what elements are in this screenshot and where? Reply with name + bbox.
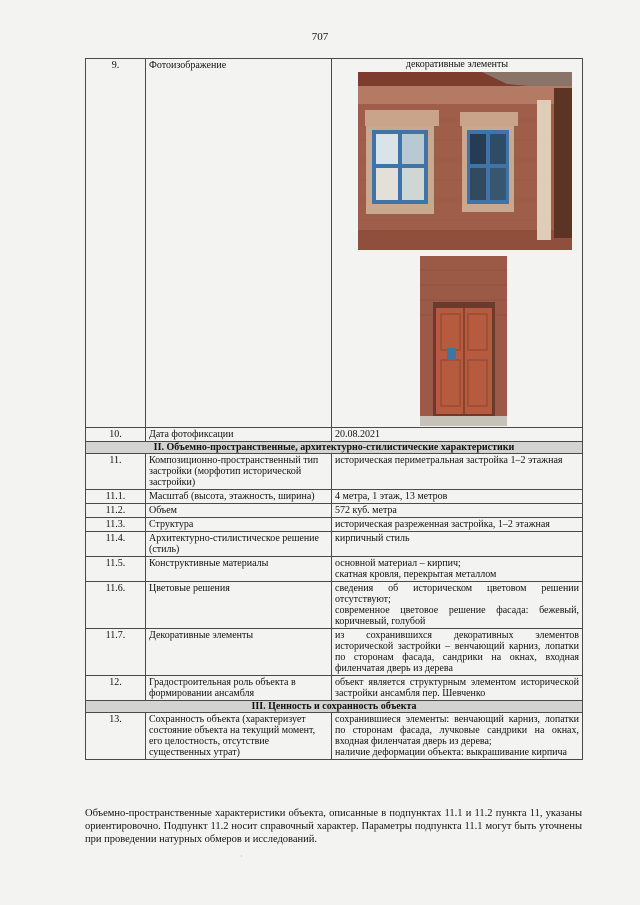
row-number: 12. bbox=[86, 676, 146, 701]
row-number: 10. bbox=[86, 428, 146, 442]
row-label: Градостроительная роль объекта в формировании ансамбля bbox=[146, 676, 332, 701]
row-label: Масштаб (высота, этажность, ширина) bbox=[146, 490, 332, 504]
section-header-2 bbox=[86, 442, 583, 454]
row-value: 4 метра, 1 этаж, 13 метров bbox=[332, 490, 583, 504]
row-number: 11.5. bbox=[86, 557, 146, 582]
row-label: Декоративные элементы bbox=[146, 629, 332, 676]
row-number: 11.4. bbox=[86, 532, 146, 557]
value-line: сохранившиеся элементы: венчающий карниз, лопатки по сторонам фасада, лучковые сандрики на окнах, входная филенчатая дверь из дерева; bbox=[335, 714, 579, 747]
table-row-9 bbox=[86, 59, 583, 428]
passport-table bbox=[85, 58, 583, 760]
table-row-13 bbox=[86, 713, 583, 760]
value-line: скатная кровля, перекрытая металлом bbox=[335, 569, 497, 580]
row-label: Фотоизображение bbox=[146, 59, 332, 428]
table-row bbox=[86, 629, 583, 676]
row-label: Дата фотофиксации bbox=[146, 428, 332, 442]
row-value bbox=[332, 557, 583, 582]
row-value: кирпичный стиль bbox=[332, 532, 583, 557]
row-value: 20.08.2021 bbox=[332, 428, 583, 442]
section-header-3 bbox=[86, 701, 583, 713]
value-line: основной материал – кирпич; bbox=[335, 558, 461, 569]
table-row bbox=[86, 582, 583, 629]
row-number: 11.3. bbox=[86, 518, 146, 532]
entrance-door-photo bbox=[420, 256, 507, 426]
table-row bbox=[86, 676, 583, 701]
row-label: Структура bbox=[146, 518, 332, 532]
section-title: II. Объемно-пространственные, архитектурно-стилистические характеристики bbox=[86, 442, 583, 454]
row-label: Сохранность объекта (характеризует состояние объекта на текущий момент, его целостность, отсутствие существенных утрат) bbox=[146, 713, 332, 760]
row-value: историческая периметральная застройка 1–2 этажная bbox=[332, 454, 583, 490]
page-number: 707 bbox=[311, 31, 329, 43]
row-number: 13. bbox=[86, 713, 146, 760]
section-title: III. Ценность и сохранность объекта bbox=[86, 701, 583, 713]
table-row bbox=[86, 504, 583, 518]
row-number: 9. bbox=[86, 59, 146, 428]
facade-windows-photo bbox=[358, 72, 572, 250]
row-label: Архитектурно-стилистическое решение (стиль) bbox=[146, 532, 332, 557]
row-label: Конструктивные материалы bbox=[146, 557, 332, 582]
row-value: объект является структурным элементом исторической застройки ансамбля пер. Шевченко bbox=[332, 676, 583, 701]
value-line: современное цветовое решение фасада: бежевый, коричневый, голубой bbox=[335, 605, 579, 627]
row-value bbox=[332, 582, 583, 629]
photo-caption: декоративные элементы bbox=[405, 59, 509, 70]
row-number: 11.2. bbox=[86, 504, 146, 518]
facade-photo bbox=[332, 70, 583, 427]
value-line: сведения об историческом цветовом решении отсутствуют; bbox=[335, 583, 579, 605]
table-row bbox=[86, 454, 583, 490]
row-value: 572 куб. метра bbox=[332, 504, 583, 518]
row-label: Цветовые решения bbox=[146, 582, 332, 629]
row-value bbox=[332, 713, 583, 760]
row-number: 11. bbox=[86, 454, 146, 490]
row-number: 11.6. bbox=[86, 582, 146, 629]
row-value: историческая разреженная застройка, 1–2 этажная bbox=[332, 518, 583, 532]
table-row bbox=[86, 518, 583, 532]
table-row-10 bbox=[86, 428, 583, 442]
row-number: 11.7. bbox=[86, 629, 146, 676]
scan-dot: · bbox=[240, 852, 243, 861]
table-row bbox=[86, 532, 583, 557]
photo-cell bbox=[332, 59, 583, 428]
footnote: Объемно-пространственные характеристики объекта, описанные в подпунктах 11.1 и 11.2 пункта 11, указаны ориентировочно. Подпункт 11.2 носит справочный характер. Параметры подпункта 11.1 могут быть уточнены при проведении натурных обмеров и исследований. bbox=[85, 808, 582, 845]
row-number: 11.1. bbox=[86, 490, 146, 504]
table-row bbox=[86, 490, 583, 504]
row-label: Композиционно-пространственный тип застройки (морфотип исторической застройки) bbox=[146, 454, 332, 490]
row-label: Объем bbox=[146, 504, 332, 518]
value-line: наличие деформации объекта: выкрашивание кирпича bbox=[335, 747, 567, 758]
row-value: из сохранившихся декоративных элементов исторической застройки – венчающий карниз, лопатки по сторонам фасада, сандрики на окнах, входная филенчатая дверь из дерева bbox=[332, 629, 583, 676]
table-row bbox=[86, 557, 583, 582]
